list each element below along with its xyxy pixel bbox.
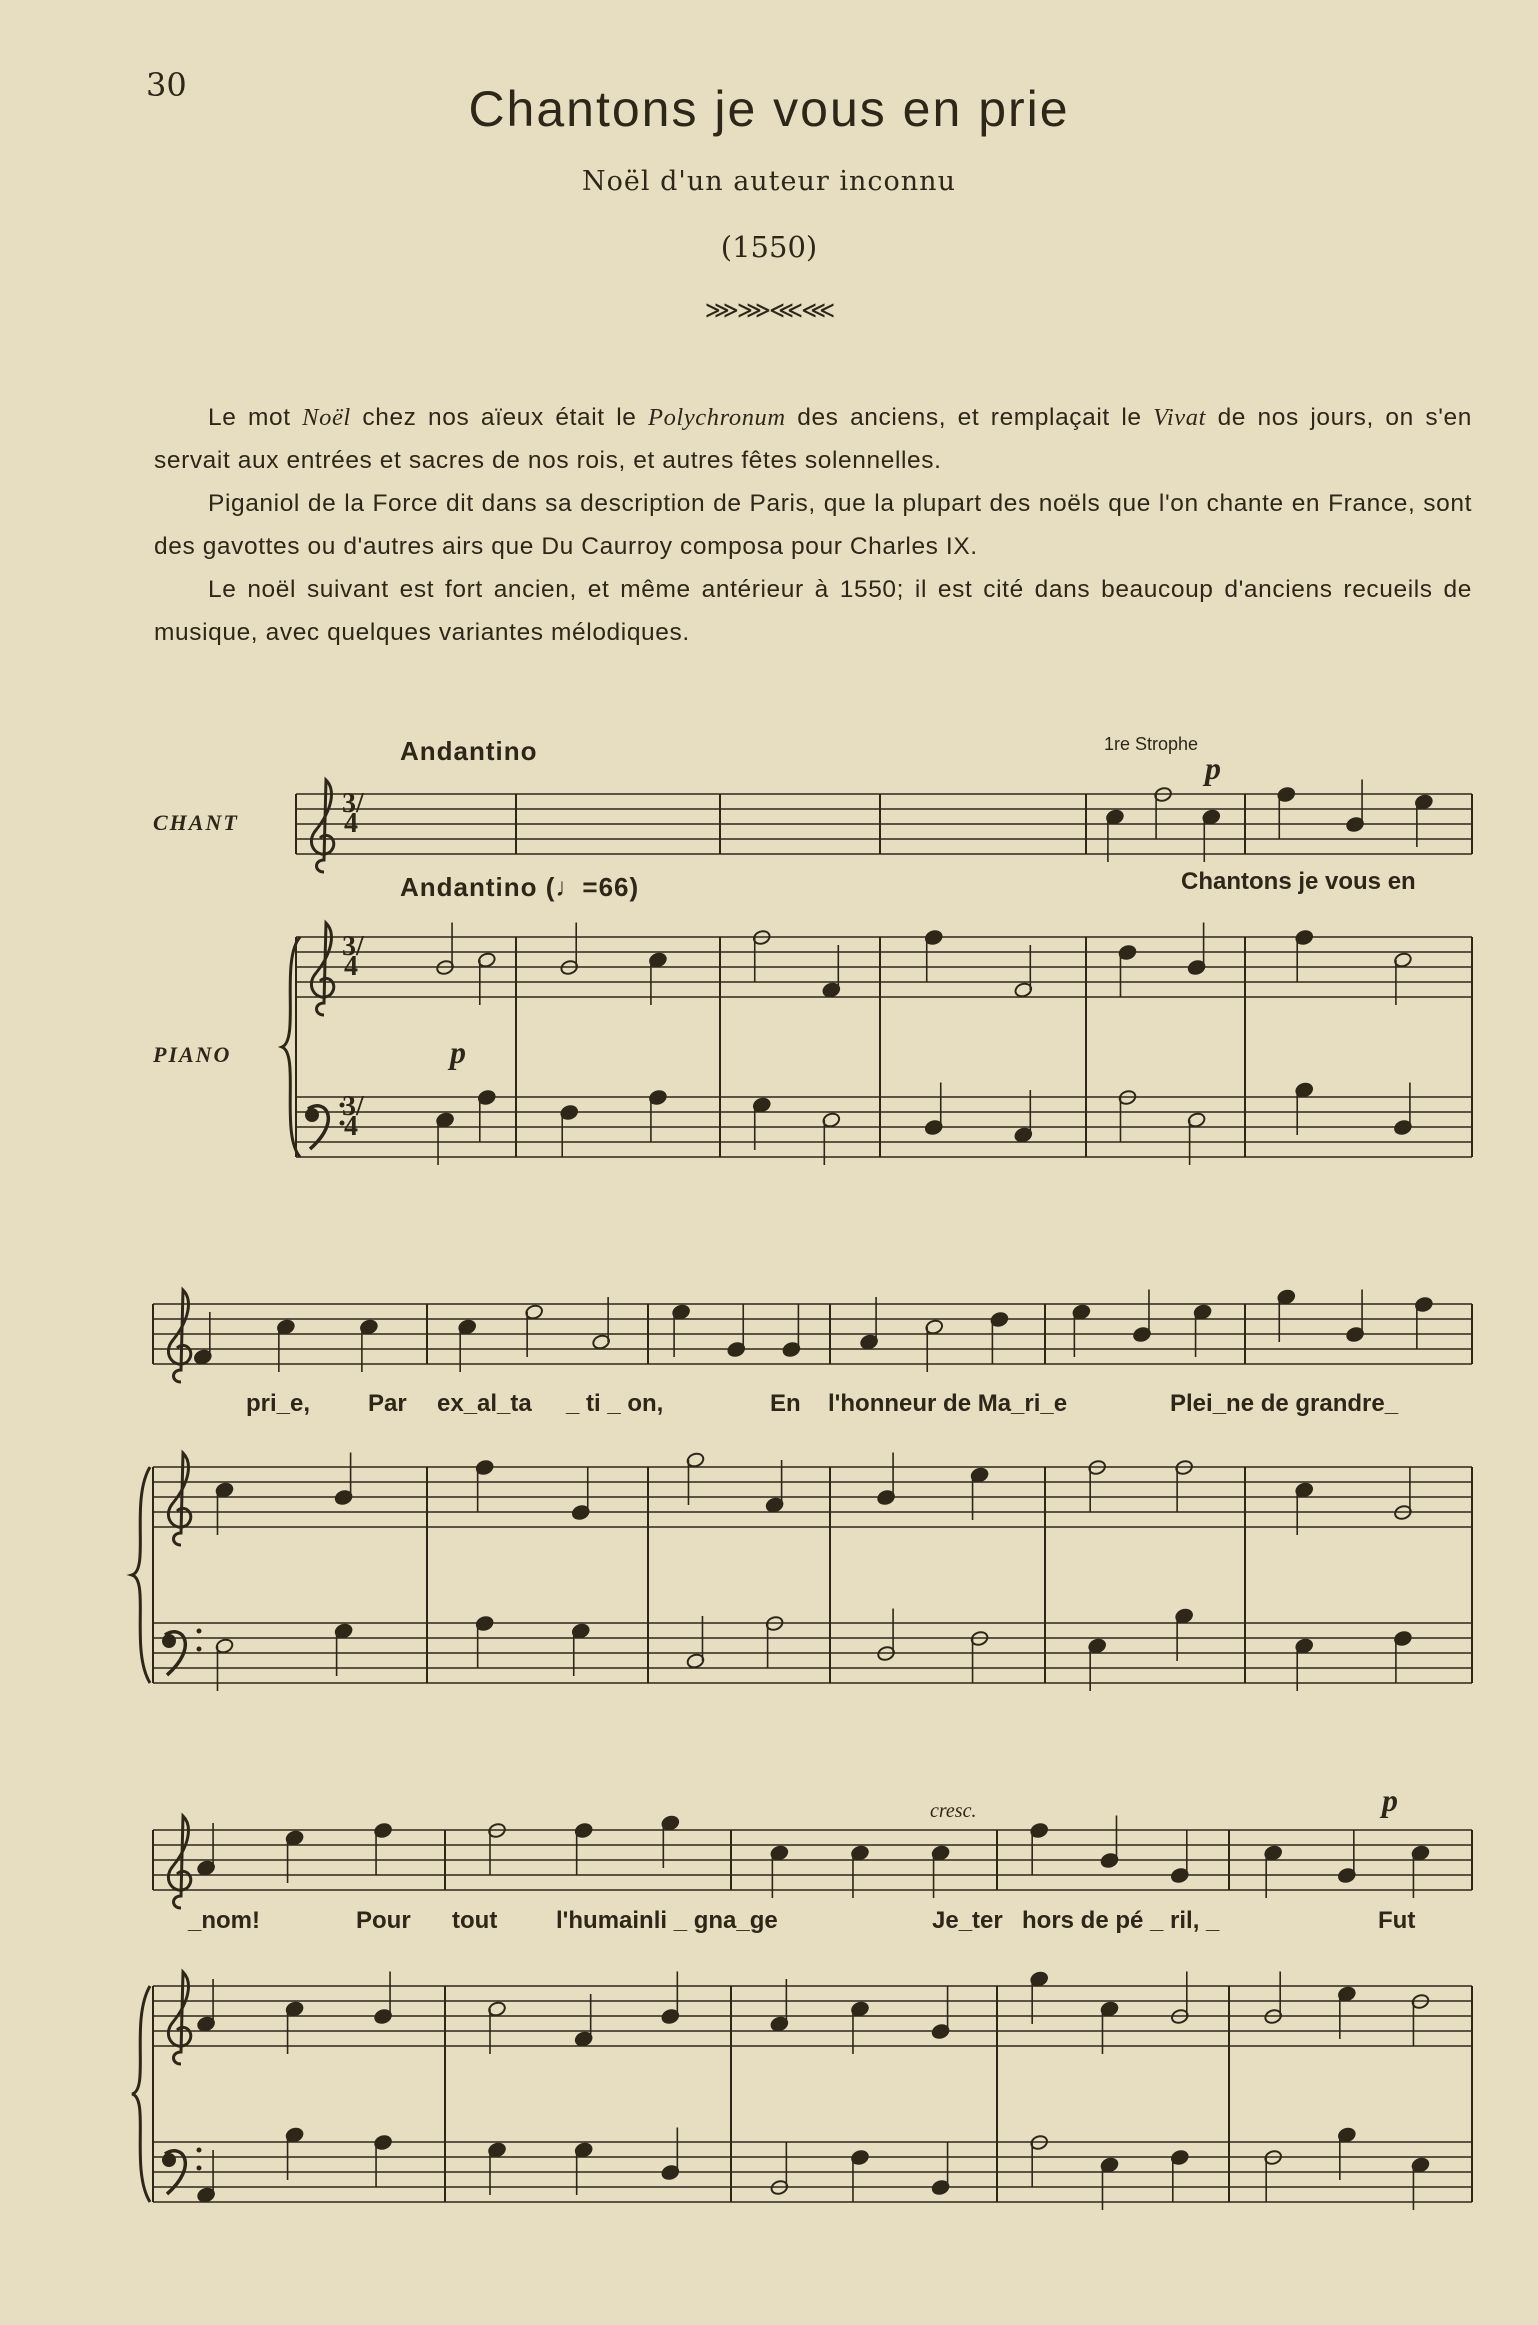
text: Le mot bbox=[208, 404, 303, 431]
bass-clef-icon bbox=[162, 2153, 176, 2167]
dynamic-p: p bbox=[1382, 1782, 1398, 1818]
brace-icon bbox=[132, 1467, 150, 1683]
time-signature-piano-bass: 3/4 bbox=[342, 1091, 364, 1142]
lyric: Je_ter bbox=[932, 1907, 1003, 1934]
lyric: hors de pé _ ril, _ bbox=[1022, 1907, 1220, 1934]
tempo-piano: Andantino (♩=66) bbox=[400, 872, 640, 902]
tempo-voice: Andantino bbox=[400, 736, 538, 766]
bass-clef-icon bbox=[305, 1108, 319, 1122]
label-chant: CHANT bbox=[153, 810, 239, 835]
text: de nos jours, on s'en servait aux entrées et sacres de nos rois, et autres fêtes solennelles. bbox=[154, 404, 1472, 474]
lyric: ex_al_ta bbox=[437, 1390, 532, 1417]
lyric: Pour bbox=[356, 1907, 411, 1934]
lyric: Plei_ne de grandre_ bbox=[1170, 1390, 1399, 1417]
text: chez nos aïeux était le bbox=[350, 404, 648, 431]
bass-clef-dot bbox=[197, 1629, 202, 1634]
lyric: l'humainli _ gna_ge bbox=[556, 1907, 778, 1934]
year: (1550) bbox=[720, 230, 818, 264]
bass-clef-dot bbox=[197, 2166, 202, 2171]
label-piano: PIANO bbox=[153, 1042, 232, 1067]
dynamic-p: p bbox=[450, 1034, 466, 1070]
lyric: En bbox=[770, 1390, 801, 1417]
cresc-marking: cresc. bbox=[930, 1800, 977, 1822]
lyric: pri_e, bbox=[246, 1390, 311, 1417]
ornament-divider: ⋙⋙⋘⋘ bbox=[704, 296, 834, 324]
time-signature-piano-treble: 3/4 bbox=[342, 931, 364, 982]
lyric: Fut bbox=[1378, 1907, 1416, 1934]
strophe-label: 1re Strophe bbox=[1104, 734, 1199, 754]
brace-icon bbox=[282, 937, 300, 1157]
intro-paragraph-3: Le noël suivant est fort ancien, et même antérieur à 1550; il est cité dans beaucoup d'anciens recueils de musique, avec quelques variantes mélodiques. bbox=[154, 576, 1472, 646]
bass-clef-dot bbox=[197, 1647, 202, 1652]
bass-clef-dot bbox=[197, 2148, 202, 2153]
time-signature-voice: 3/4 bbox=[342, 788, 364, 839]
lyric: _ ti _ on, bbox=[566, 1390, 664, 1417]
lyric: Chantons je vous en bbox=[1181, 868, 1416, 895]
intro-paragraph-2: Piganiol de la Force dit dans sa description de Paris, que la plupart des noëls que l'on chante en France, sont des gavottes ou d'autres airs que Du Caurroy composa pour Charles IX. bbox=[154, 490, 1472, 560]
bass-clef-icon bbox=[162, 1634, 176, 1648]
subtitle: Noël d'un auteur inconnu bbox=[582, 166, 956, 197]
lyric: _nom! bbox=[188, 1907, 260, 1934]
brace-icon bbox=[132, 1986, 150, 2202]
lyric: l'honneur de Ma_ri_e bbox=[828, 1390, 1068, 1417]
italic-noel: Noël bbox=[302, 404, 351, 431]
text: des anciens, et remplaçait le bbox=[785, 404, 1154, 431]
page-title: Chantons je vous en prie bbox=[468, 81, 1070, 137]
lyric: tout bbox=[452, 1907, 498, 1934]
lyric: Par bbox=[368, 1390, 407, 1417]
page-number: 30 bbox=[146, 66, 187, 104]
dynamic-p: p bbox=[1205, 750, 1221, 786]
italic-vivat: Vivat bbox=[1153, 404, 1207, 431]
italic-polychronum: Polychronum bbox=[648, 404, 786, 431]
